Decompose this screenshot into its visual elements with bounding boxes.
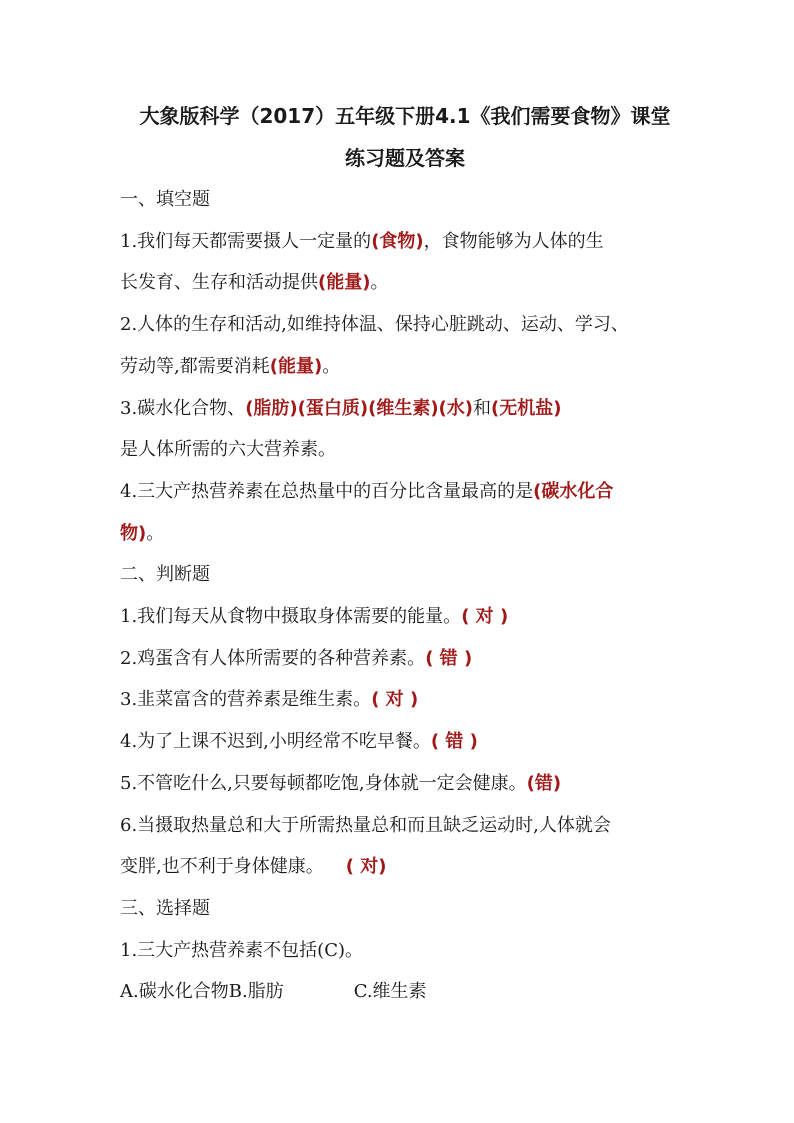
question-text: 2.鸡蛋含有人体所需要的各种营养素。 xyxy=(120,647,426,669)
answer-text: (食物) xyxy=(371,230,424,252)
judge-q5 xyxy=(120,763,690,805)
doc-title-line1: 大象版科学（2017）五年级下册4.1《我们需要食物》课堂 xyxy=(139,104,671,128)
judge-q1 xyxy=(120,596,690,638)
doc-title-line2: 练习题及答案 xyxy=(345,146,465,170)
question-text: 3.韭菜富含的营养素是维生素。 xyxy=(120,689,372,711)
answer-text: (水) xyxy=(438,397,473,419)
question-text: 。 xyxy=(370,272,389,294)
question-text: 长发育、生存和活动提供 xyxy=(120,272,318,294)
section-heading-judge: 二、判断题 xyxy=(120,564,210,586)
option-b: B.脂肪 xyxy=(228,981,284,1003)
question-text: 1.我们每天从食物中摄取身体需要的能量。 xyxy=(120,606,462,628)
answer-text: (能量) xyxy=(318,272,371,294)
question-text: ，食物能够为人体的生 xyxy=(423,230,604,252)
answer-text: (无机盐) xyxy=(491,397,562,419)
answer-text: ( 对 ) xyxy=(371,689,419,711)
question-text: 变胖,也不利于身体健康。 xyxy=(120,856,324,878)
option-a: A.碳水化合物 xyxy=(120,981,229,1003)
answer-text: 物) xyxy=(120,522,147,544)
fill-q2-line2 xyxy=(120,346,690,388)
answer-text: (维生素) xyxy=(368,397,439,419)
judge-q6-line2 xyxy=(120,846,690,888)
fill-q3-line1 xyxy=(120,388,690,430)
section-heading-fill: 一、填空题 xyxy=(120,189,210,210)
question-text: 劳动等,都需要消耗 xyxy=(120,355,270,377)
fill-q1-line1 xyxy=(120,221,690,263)
question-text: 4.为了上课不迟到,小明经常不吃早餐。 xyxy=(120,731,431,753)
fill-q4-line2 xyxy=(120,513,690,555)
question-text: 5.不管吃什么,只要每顿都吃饱,身体就一定会健康。 xyxy=(120,772,527,794)
answer-text: ( 对) xyxy=(345,856,387,878)
question-text: 3.碳水化合物、 xyxy=(120,397,246,419)
question-text: 。 xyxy=(146,522,165,544)
answer-text: (碳水化合 xyxy=(533,480,614,502)
judge-q2 xyxy=(120,638,690,680)
section-heading-choice: 三、选择题 xyxy=(120,897,210,919)
answer-text: (脂肪) xyxy=(245,397,298,419)
choice-q1-options xyxy=(120,971,690,1013)
answer-text: ( 错 ) xyxy=(430,731,478,753)
judge-q6-line1: 6.当摄取热量总和大于所需热量总和而且缺乏运动时,人体就会 xyxy=(120,814,611,836)
answer-text: (错) xyxy=(526,772,562,794)
judge-q4 xyxy=(120,721,690,763)
answer-text: ( 对 ) xyxy=(461,606,509,628)
answer-text: ( 错 ) xyxy=(425,647,473,669)
question-text: 4.三大产热营养素在总热量中的百分比含量最高的是 xyxy=(120,480,534,502)
option-c: C.维生素 xyxy=(353,981,427,1003)
choice-q1: 1.三大产热营养素不包括(C)。 xyxy=(120,939,363,961)
fill-q2-line1: 2.人体的生存和活动,如维持体温、保持心脏跳动、运动、学习、 xyxy=(120,314,629,336)
question-text: 和 xyxy=(473,397,491,419)
judge-q3 xyxy=(120,679,690,721)
fill-q1-line2 xyxy=(120,262,690,304)
question-text: 1.我们每天都需要摄人一定量的 xyxy=(120,230,372,252)
answer-text: (能量) xyxy=(269,355,323,377)
fill-q3-line2: 是人体所需的六大营养素。 xyxy=(120,439,336,461)
answer-text: (蛋白质) xyxy=(297,397,369,419)
document-page xyxy=(120,95,690,1013)
fill-q4-line1 xyxy=(120,471,690,513)
question-text: 。 xyxy=(322,355,341,377)
